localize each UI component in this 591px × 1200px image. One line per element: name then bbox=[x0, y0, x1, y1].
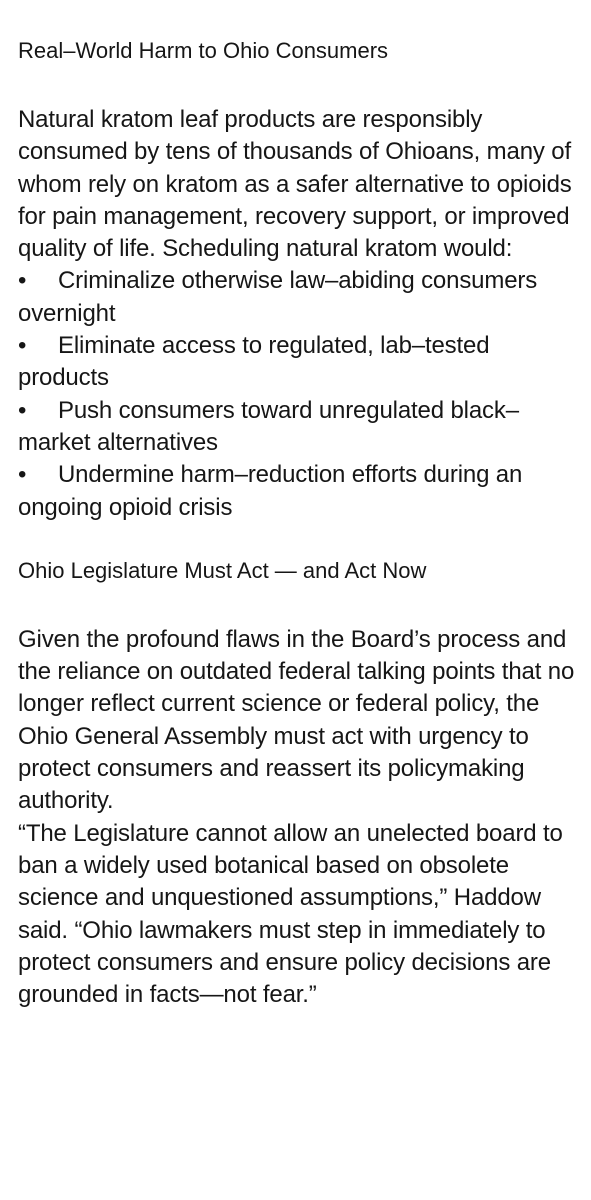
list-item bbox=[18, 395, 577, 460]
bullet-icon: • bbox=[18, 461, 27, 489]
bullet-icon: • bbox=[18, 396, 27, 424]
spacer bbox=[18, 524, 577, 556]
list-item-text: Criminalize otherwise law–abiding consumers overnight bbox=[18, 267, 538, 327]
list-item bbox=[18, 459, 577, 524]
section-heading-act: Ohio Legislature Must Act — and Act Now bbox=[18, 557, 427, 583]
consequences-list bbox=[18, 265, 577, 523]
list-item-text: Eliminate access to regulated, lab–tested products bbox=[18, 332, 490, 392]
bullet-icon: • bbox=[18, 267, 27, 295]
spacer bbox=[18, 65, 577, 104]
bullet-icon: • bbox=[18, 332, 27, 360]
list-item bbox=[18, 330, 577, 395]
list-item-text: Push consumers toward unregulated black–market alternatives bbox=[18, 396, 519, 456]
section-heading-harm: Real–World Harm to Ohio Consumers bbox=[18, 38, 389, 63]
list-item-text: Undermine harm–reduction efforts during an ongoing opioid crisis bbox=[18, 461, 523, 521]
list-item bbox=[18, 265, 577, 330]
harm-paragraph: Natural kratom leaf products are responsibly consumed by tens of thousands of Ohioans, many of whom rely on kratom as a safer alternative to opioids for pain management, recovery support, or improved quality of life. Scheduling natural kratom would: bbox=[18, 106, 572, 263]
spacer bbox=[18, 585, 577, 624]
act-paragraph: Given the profound flaws in the Board’s process and the reliance on outdated federal talking points that no longer reflect current science or federal policy, the Ohio General Assembly must act with urgency to protect consumers and reassert its policymaking authority. bbox=[18, 625, 575, 815]
quote-paragraph: “The Legislature cannot allow an unelected board to ban a widely used botanical based on obsolete science and unquestioned assumptions,” Haddow said. “Ohio lawmakers must step in immediately to protect consumers and ensure policy decisions are grounded in facts—not fear.” bbox=[18, 819, 563, 1009]
